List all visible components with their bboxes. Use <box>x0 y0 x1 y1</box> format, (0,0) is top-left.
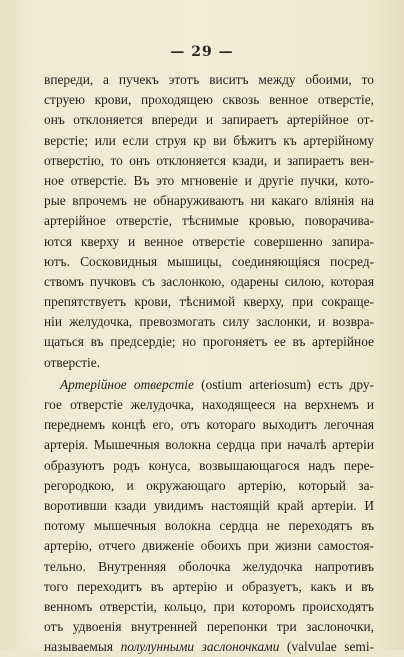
text-run: ютъ. Сосковидныя мышицы, соединяющіяся посред- <box>44 253 374 269</box>
text-line <box>44 435 374 455</box>
text-line <box>44 332 374 352</box>
text-line <box>44 131 374 151</box>
text-run: ются кверху и венное отверстіе совершенно запира- <box>44 233 374 249</box>
text-run: отверстіе. <box>44 354 101 370</box>
text-line <box>44 536 374 556</box>
text-line <box>44 292 374 312</box>
text-run: ствомъ пучковъ съ заслонкою, одарены силою, которая <box>44 273 374 289</box>
text-line <box>44 557 374 577</box>
text-line <box>44 456 374 476</box>
text-line <box>44 353 374 373</box>
text-line <box>44 617 374 637</box>
text-run: отверстію, то онъ отклоняется кзади, и запираетъ вен- <box>44 152 374 168</box>
text-line <box>44 70 374 90</box>
text-run: ное отверстіе. Въ это мгновеніе и другіе пучки, кото- <box>44 172 374 188</box>
text-line <box>44 496 374 516</box>
text-line <box>44 395 374 415</box>
text-run: того переходитъ въ артерію и образуетъ, какъ и въ <box>44 578 374 594</box>
page-number: — 29 — <box>170 44 234 60</box>
text-line <box>44 191 374 211</box>
text-run: (ostium arteriosum) есть дру- <box>193 376 374 392</box>
italic-term: Артерійное отверстіе <box>60 376 194 392</box>
text-line <box>44 252 374 272</box>
text-line <box>44 232 374 252</box>
text-line <box>44 516 374 536</box>
text-line <box>44 110 374 130</box>
text-run: рые впрочемъ не обнаруживаютъ ни какаго вліянія на <box>44 193 374 209</box>
text-line <box>44 272 374 292</box>
text-line <box>44 375 374 395</box>
text-run: щаться въ предсердіе; но прогоняетъ ее въ артерійное <box>44 334 374 350</box>
text-line <box>44 415 374 435</box>
text-line <box>44 151 374 171</box>
text-run: потому мышечныя волокна сердца не переходятъ въ <box>44 518 374 534</box>
text-run: впереди, а пучекъ этотъ виситъ между обоими, то <box>44 72 374 87</box>
text-line <box>44 476 374 496</box>
text-run: воротивши кзади увидимъ настоящій край артеріи. И <box>44 497 374 513</box>
text-run: онъ отклоняется впереди и запираетъ артерійное от- <box>44 112 374 128</box>
text-line <box>44 90 374 110</box>
text-run: тельно. Внутренняя оболочка желудочка напротивъ <box>44 558 374 574</box>
text-line <box>44 597 374 617</box>
italic-term: полулунными заслоночками <box>120 639 280 655</box>
text-run: артерія. Мышечныя волокна сердца при началѣ артеріи <box>44 437 374 453</box>
text-run: препятствуетъ крови, тѣснимой кверху, при сокраще- <box>44 294 374 310</box>
text-run: (valvulae semi- <box>279 639 374 655</box>
text-line <box>44 312 374 332</box>
text-line <box>44 577 374 597</box>
text-line <box>44 637 374 657</box>
text-run: гое отверстіе желудочка, находящееся на верхнемъ и <box>44 397 374 412</box>
text-run: струею крови, проходящею сквозь венное отверстіе, <box>44 92 374 108</box>
text-run: ніи желудочка, превозмогать силу заслонки, и возвра- <box>44 314 374 330</box>
text-run: называемыя <box>44 639 121 655</box>
text-line <box>44 211 374 231</box>
text-run: образуютъ родъ конуса, возвышающагося надъ пере- <box>44 457 374 473</box>
text-run: отъ удвоенія внутренней перепонки три заслоночки, <box>44 619 374 635</box>
text-run: венномъ отверстіи, кольцо, при которомъ происходятъ <box>44 598 374 614</box>
text-run: артерію, отчего движеніе обоихъ при жизни самостоя- <box>44 538 374 554</box>
text-run: регородкою, и окружающаго артерію, который за- <box>44 477 374 493</box>
text-line <box>44 171 374 191</box>
text-run: верстіе; или если струя кр ви бѣжитъ къ артерійному <box>44 132 374 148</box>
text-run: переднемъ концѣ его, отъ котораго выходитъ легочная <box>44 417 374 433</box>
text-run: артерійное отверстіе, тѣснимые кровью, поворачива- <box>44 213 374 229</box>
body-text <box>44 70 374 657</box>
